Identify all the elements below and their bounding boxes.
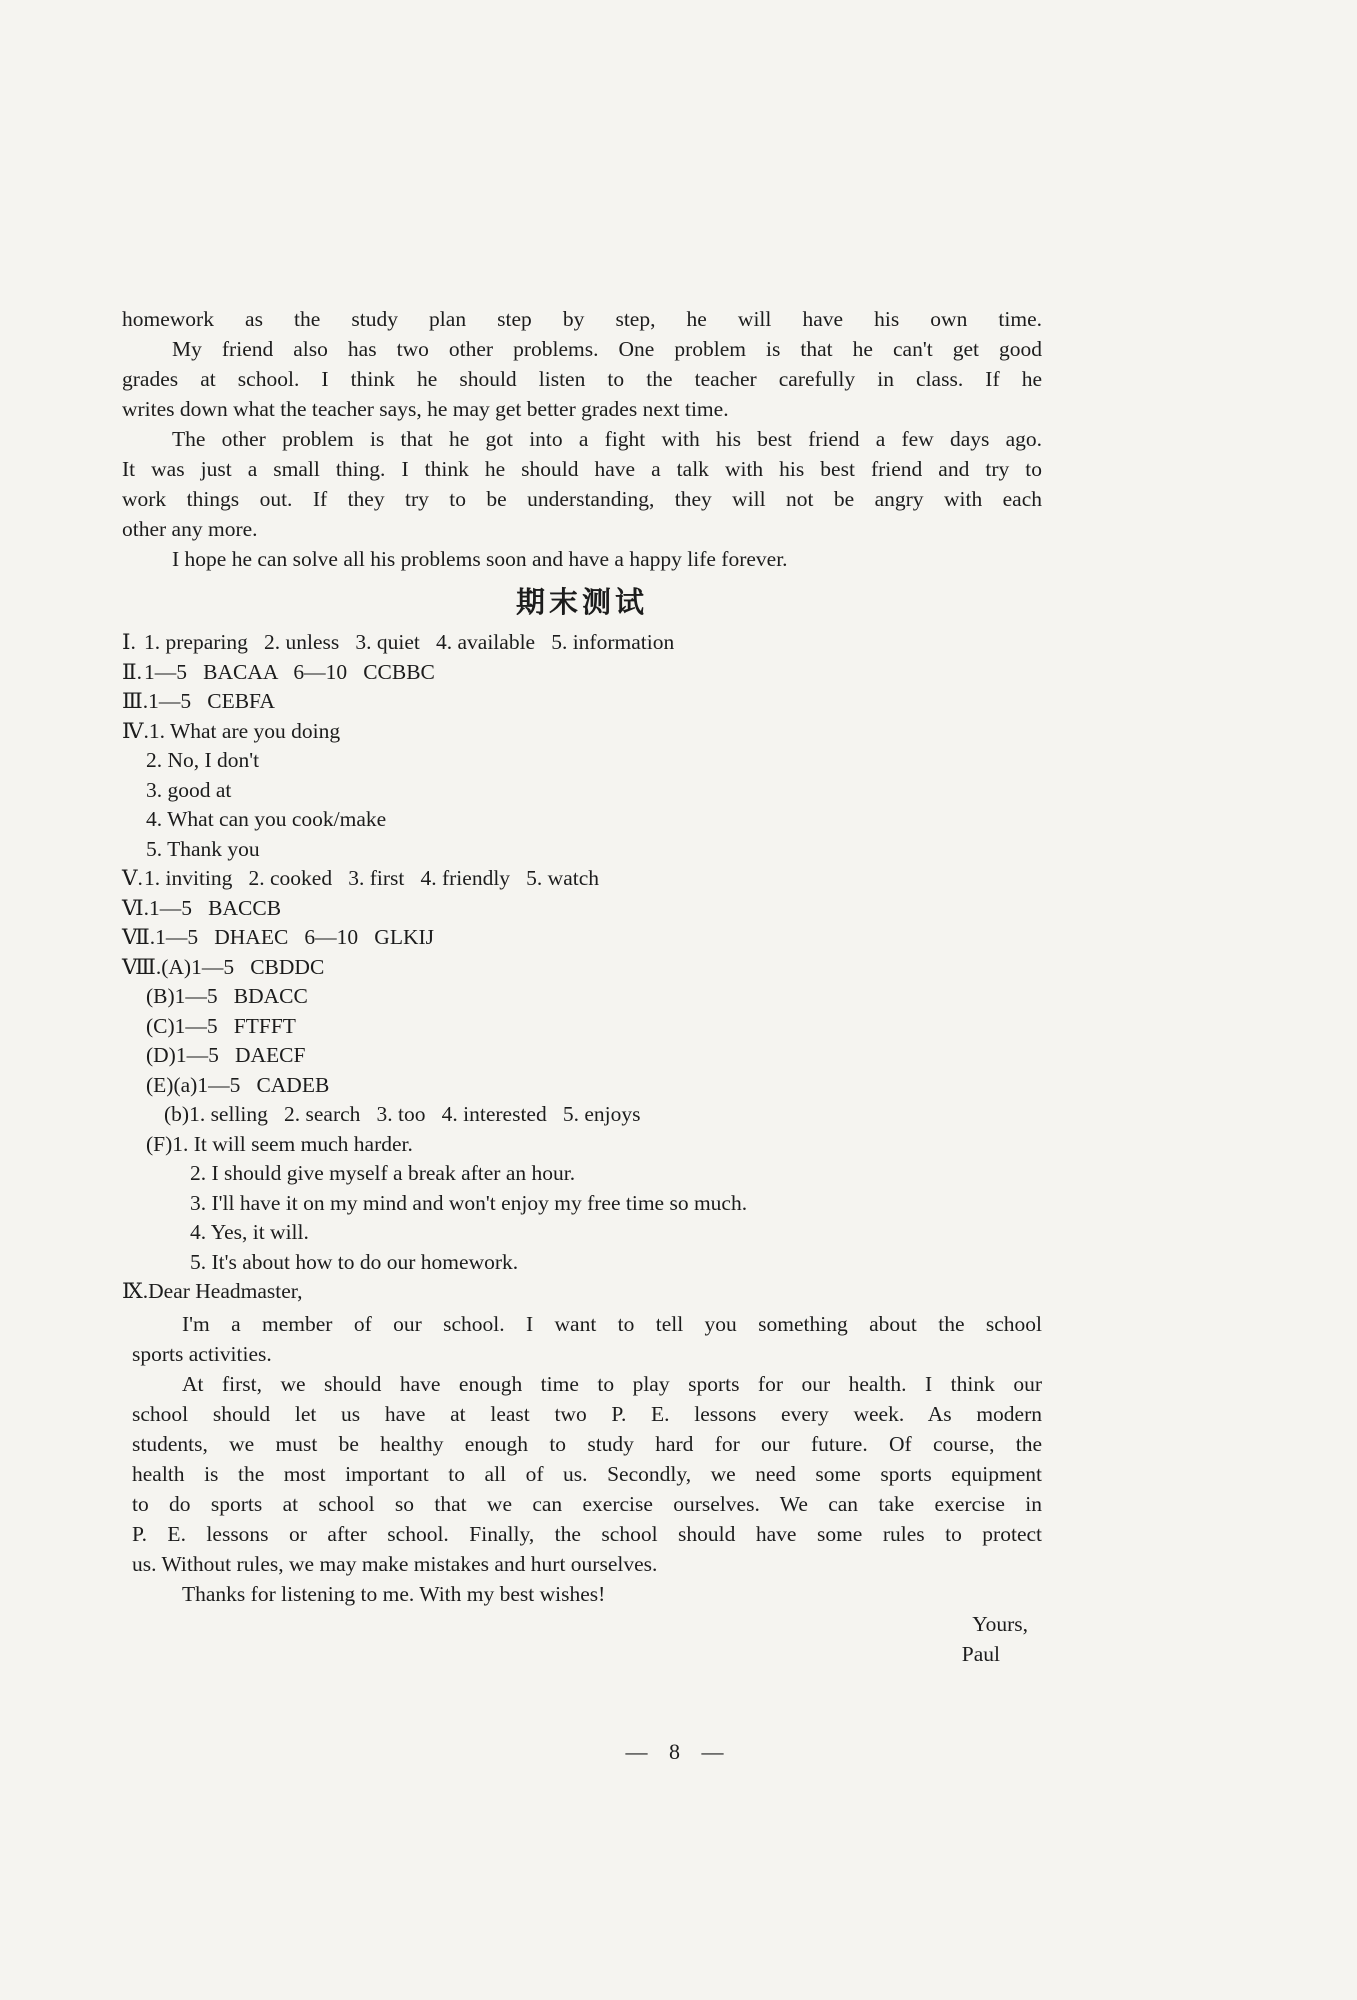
answer-item: (E)(a)1—5 CADEB — [146, 1072, 330, 1097]
intro-line: writes down what the teacher says, he may get better grades next time. — [122, 397, 729, 421]
section-numeral: Ⅱ. — [122, 659, 142, 684]
answer-text: 1—5 CEBFA — [148, 689, 275, 713]
answer-section-2 — [122, 658, 1042, 688]
answer-section-8 — [122, 953, 1042, 983]
section-numeral: Ⅰ. — [122, 630, 136, 654]
letter-line: I'm a member of our school. I want to tell you something about the school — [182, 1311, 1042, 1336]
answer-text: 1. inviting 2. cooked 3. first 4. friendly 5. watch — [144, 866, 600, 890]
letter-line: Thanks for listening to me. With my best wishes! — [182, 1581, 606, 1606]
answer-item: 2. I should give myself a break after an hour. — [190, 1161, 576, 1185]
intro-line: The other problem is that he got into a fight with his best friend a few days ago. — [172, 427, 1042, 451]
section-numeral: Ⅷ. — [122, 954, 162, 979]
letter-line: students, we must be healthy enough to study hard for our future. Of course, the — [132, 1431, 1042, 1456]
letter-line: sports activities. — [132, 1341, 272, 1366]
letter-line: school should let us have at least two P. E. lessons every week. As modern — [132, 1401, 1042, 1426]
answer-item: 2. No, I don't — [146, 748, 260, 772]
answer-section-3 — [122, 687, 1042, 717]
answer-section-6 — [122, 894, 1042, 924]
answer-item: (b)1. selling 2. search 3. too 4. interested 5. enjoys — [164, 1102, 641, 1126]
answer-item: (C)1—5 FTFFT — [146, 1013, 296, 1038]
letter-line: us. Without rules, we may make mistakes and hurt ourselves. — [132, 1551, 658, 1576]
answer-item: 5. Thank you — [146, 836, 260, 861]
answer-section-7 — [122, 923, 1042, 953]
letter-line: health is the most important to all of us. Secondly, we need some sports equipment — [132, 1461, 1042, 1486]
intro-line: It was just a small thing. I think he should have a talk with his best friend and try to — [122, 457, 1042, 481]
answer-text: 1—5 BACCB — [149, 895, 282, 920]
answer-text: (A)1—5 CBDDC — [161, 954, 325, 979]
section-numeral: Ⅲ. — [122, 689, 149, 713]
answer-text: 1—5 BACAA 6—10 CCBBC — [144, 659, 435, 684]
section-numeral: Ⅵ. — [122, 895, 150, 920]
answer-item: (B)1—5 BDACC — [146, 984, 308, 1008]
answer-item: (D)1—5 DAECF — [146, 1043, 306, 1067]
answer-section-4 — [122, 717, 1042, 747]
answer-item: 1. What are you doing — [148, 718, 341, 743]
section-numeral: Ⅶ. — [122, 925, 156, 949]
answer-section-1 — [122, 628, 1042, 658]
answer-item: 3. good at — [146, 777, 232, 802]
intro-line: grades at school. I think he should listen to the teacher carefully in class. If he — [122, 367, 1042, 391]
section-numeral: Ⅴ. — [122, 866, 143, 890]
intro-line: My friend also has two other problems. One problem is that he can't get good — [172, 337, 1042, 361]
answer-item: 5. It's about how to do our homework. — [190, 1249, 519, 1274]
section-numeral: Ⅳ. — [122, 718, 149, 743]
answer-text: 1. preparing 2. unless 3. quiet 4. available 5. information — [144, 630, 675, 654]
letter-body — [122, 1309, 1042, 1669]
intro-line: homework as the study plan step by step, he will have his own time. — [122, 307, 1042, 331]
answer-item: 4. Yes, it will. — [190, 1220, 309, 1244]
intro-line: work things out. If they try to be understanding, they will not be angry with each — [122, 487, 1042, 511]
answer-section-5 — [122, 864, 1042, 894]
answer-section-9 — [122, 1277, 1042, 1307]
intro-line: other any more. — [122, 517, 258, 541]
answer-key-content — [122, 304, 1042, 1669]
section-numeral: Ⅸ. — [122, 1279, 149, 1303]
answer-text: 1—5 DHAEC 6—10 GLKIJ — [155, 925, 435, 949]
letter-signature: Paul — [961, 1641, 1000, 1666]
letter-line: P. E. lessons or after school. Finally, the school should have some rules to protect — [132, 1521, 1042, 1546]
answer-item: (F)1. It will seem much harder. — [146, 1131, 413, 1156]
section-title: 期末测试 — [515, 585, 648, 619]
letter-salutation: Dear Headmaster, — [148, 1279, 303, 1303]
answer-item: 3. I'll have it on my mind and won't enjoy my free time so much. — [190, 1190, 748, 1215]
letter-closing: Yours, — [972, 1611, 1028, 1636]
letter-line: At first, we should have enough time to play sports for our health. I think our — [182, 1371, 1042, 1396]
answer-item: 4. What can you cook/make — [146, 807, 387, 831]
page-number: — 8 — — [625, 1739, 732, 1764]
intro-line: I hope he can solve all his problems soon and have a happy life forever. — [172, 547, 788, 571]
letter-line: to do sports at school so that we can exercise ourselves. We can take exercise in — [132, 1491, 1042, 1516]
